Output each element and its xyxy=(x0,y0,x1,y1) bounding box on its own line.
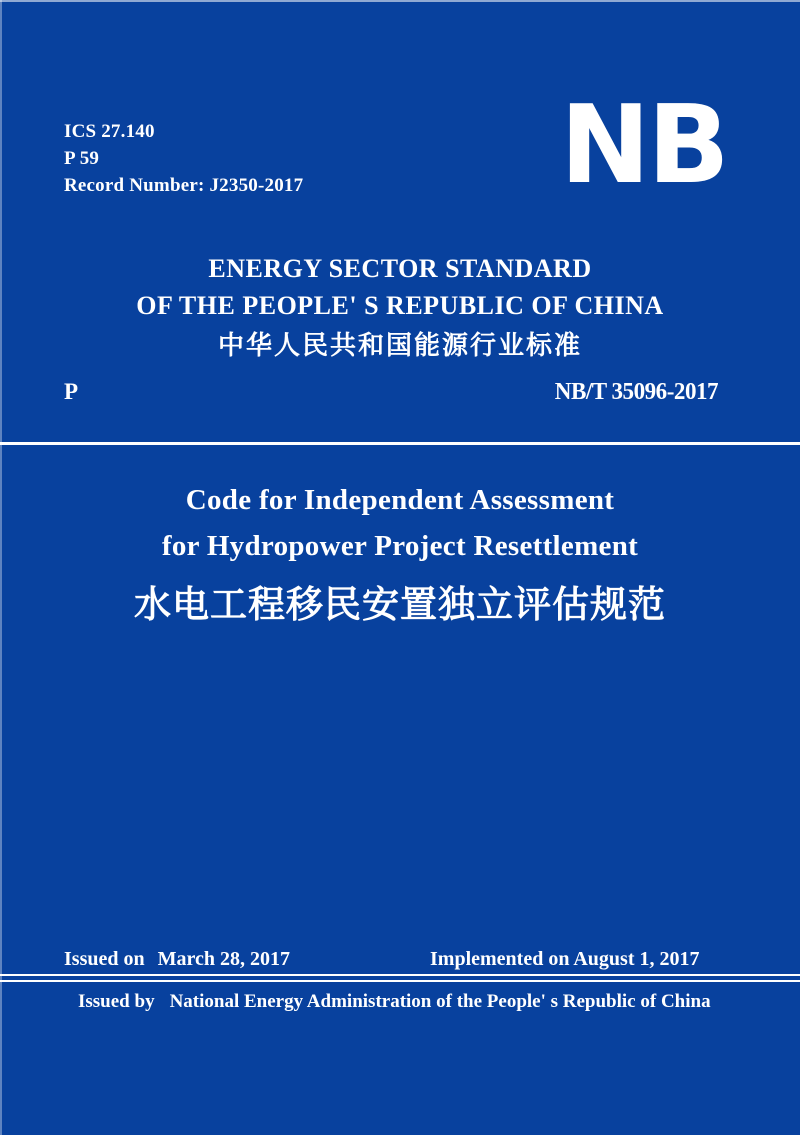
class-code: P 59 xyxy=(64,148,100,169)
horizontal-rule-footer xyxy=(0,974,800,982)
issued-on-label: Issued on xyxy=(64,948,145,970)
classification-letter: P xyxy=(64,379,79,404)
issued-by-value: National Energy Administration of the People' s Republic of China xyxy=(169,991,711,1012)
header-en-line2: OF THE PEOPLE' S REPUBLIC OF CHINA xyxy=(136,291,664,320)
title-block xyxy=(0,477,800,629)
designation-row xyxy=(0,379,800,407)
ics-code: ICS 27.140 xyxy=(64,121,155,142)
record-number: Record Number: J2350-2017 xyxy=(64,175,304,196)
nb-logo: NB xyxy=(560,83,727,208)
issued-by-label: Issued by xyxy=(78,991,155,1012)
footer-dates-row xyxy=(0,948,800,974)
scan-edge-top xyxy=(0,0,800,2)
issued-on-date: March 28, 2017 xyxy=(157,948,291,970)
horizontal-rule-middle xyxy=(0,442,800,445)
id-block xyxy=(64,118,303,199)
title-zh: 水电工程移民安置独立评估规范 xyxy=(134,585,666,626)
standard-header xyxy=(0,250,800,366)
standard-number: NB/T 35096-2017 xyxy=(554,379,718,405)
implemented-on: Implemented on August 1, 2017 xyxy=(430,948,700,970)
header-zh-line: 中华人民共和国能源行业标准 xyxy=(217,330,582,360)
issued-by-row xyxy=(78,991,778,1017)
header-en-line1: ENERGY SECTOR STANDARD xyxy=(208,254,592,283)
title-en-line2: for Hydropower Project Resettlement xyxy=(161,530,639,562)
title-en-line1: Code for Independent Assessment xyxy=(185,484,615,516)
issued-on xyxy=(64,948,290,971)
